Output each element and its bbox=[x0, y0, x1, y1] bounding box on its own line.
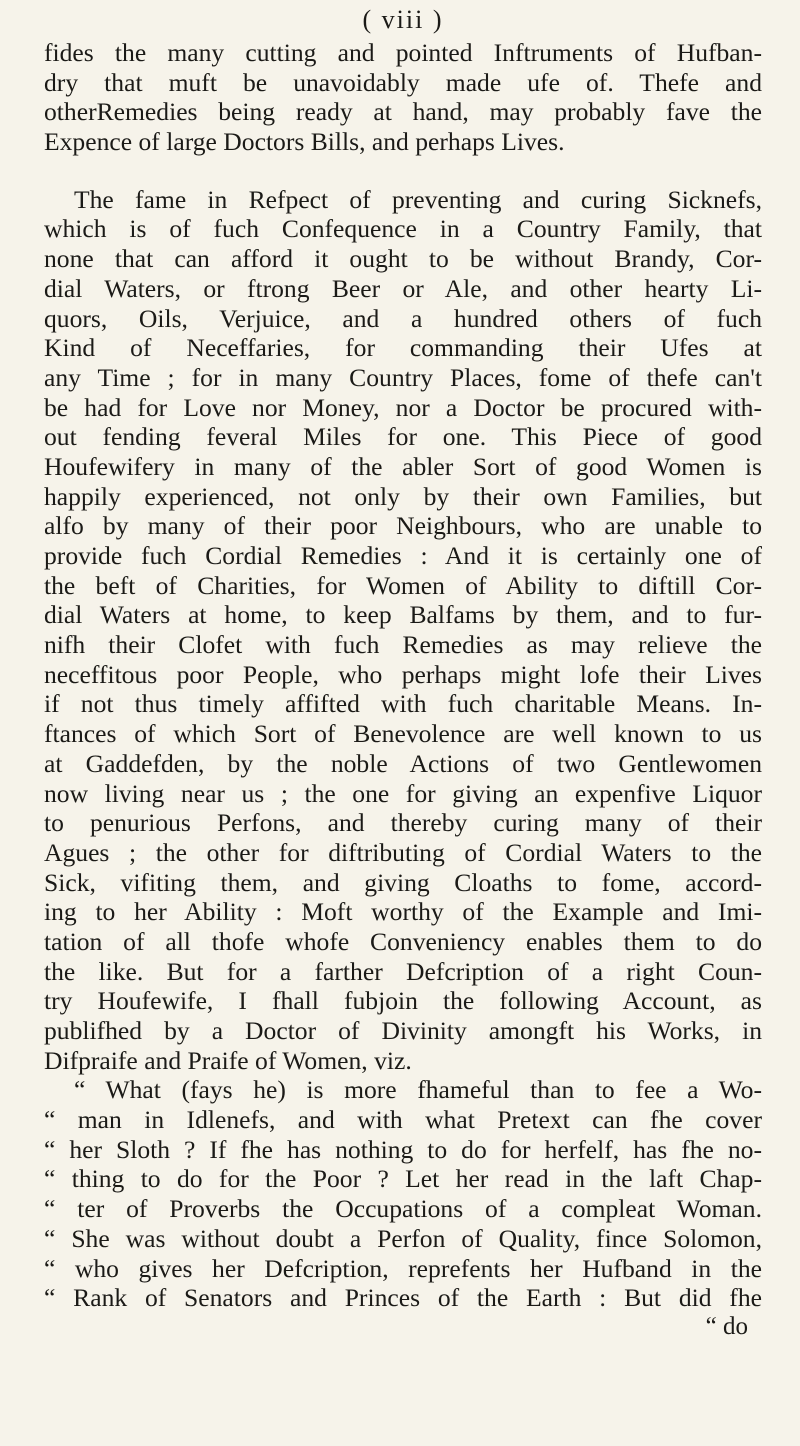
text-line: none that can afford it ought to be without Brandy, Cor- bbox=[44, 244, 762, 274]
text-line: dry that muft be unavoidably made ufe of. Thefe and bbox=[44, 67, 762, 97]
text-line: now living near us ; the one for giving an expenfive Liquor bbox=[44, 778, 762, 808]
body-text bbox=[44, 38, 762, 1341]
text-line: Houfewifery in many of the abler Sort of good Women is bbox=[44, 451, 762, 481]
paragraph-gap bbox=[44, 157, 762, 185]
text-line: the like. But for a farther Defcription of a right Coun- bbox=[44, 956, 762, 986]
quote-line: “ her Sloth ? If fhe has nothing to do for herfelf, has fhe no- bbox=[44, 1134, 762, 1164]
text-line: publifhed by a Doctor of Divinity amongft his Works, in bbox=[44, 1016, 762, 1045]
text-line: ftances of which Sort of Benevolence are well known to us bbox=[44, 719, 762, 749]
catchword: “ do bbox=[705, 1312, 748, 1340]
text-line: ing to her Ability : Moft worthy of the Example and Imi- bbox=[44, 897, 762, 927]
quote-line: “ who gives her Defcription, reprefents her Hufband in the bbox=[44, 1253, 762, 1283]
text-line: be had for Love nor Money, nor a Doctor be procured with- bbox=[44, 392, 762, 422]
text-line: to penurious Perfons, and thereby curing many of their bbox=[44, 808, 762, 838]
text-line: The fame in Refpect of preventing and curing Sicknefs, bbox=[74, 184, 762, 214]
paragraph bbox=[44, 185, 762, 1076]
text-line: out fending feveral Miles for one. This Piece of good bbox=[44, 422, 762, 452]
text-line: otherRemedies being ready at hand, may probably fave the bbox=[44, 97, 762, 127]
text-line: provide fuch Cordial Remedies : And it is certainly one of bbox=[44, 541, 762, 570]
quotation bbox=[44, 1075, 762, 1313]
text-line: fides the many cutting and pointed Inftruments of Hufban- bbox=[44, 38, 762, 67]
text-line: the beft of Charities, for Women of Ability to diftill Cor- bbox=[44, 570, 762, 600]
text-line: quors, Oils, Verjuice, and a hundred others of fuch bbox=[44, 303, 762, 333]
text-line: dial Waters, or ftrong Beer or Ale, and other hearty Li- bbox=[44, 273, 762, 303]
quote-line: “ She was without doubt a Perfon of Quality, fince Solomon, bbox=[44, 1223, 762, 1253]
text-line: tation of all thofe whofe Conveniency enables them to do bbox=[44, 926, 762, 956]
paragraph bbox=[44, 38, 762, 157]
text-line: Difpraife and Praife of Women, viz. bbox=[44, 1045, 412, 1075]
text-line: nifh their Clofet with fuch Remedies as may relieve the bbox=[44, 630, 762, 660]
quote-line: “ thing to do for the Poor ? Let her read in the laft Chap- bbox=[44, 1164, 762, 1194]
text-line: Expence of large Doctors Bills, and perhaps Lives. bbox=[44, 127, 565, 157]
text-line: try Houfewife, I fhall fubjoin the following Account, as bbox=[44, 986, 762, 1016]
text-line: dial Waters at home, to keep Balfams by them, and to fur- bbox=[44, 600, 762, 630]
text-line: alfo by many of their poor Neighbours, who are unable to bbox=[44, 511, 762, 541]
quote-line: “ ter of Proverbs the Occupations of a compleat Woman. bbox=[44, 1194, 762, 1224]
text-line: Sick, vifiting them, and giving Cloaths to fome, accord- bbox=[44, 867, 762, 897]
quote-line: “ What (fays he) is more fhameful than to fee a Wo- bbox=[74, 1075, 762, 1105]
text-line: if not thus timely affifted with fuch charitable Means. In- bbox=[44, 689, 762, 719]
text-line: any Time ; for in many Country Places, fome of thefe can't bbox=[44, 362, 762, 392]
text-line: Agues ; the other for diftributing of Cordial Waters to the bbox=[44, 837, 762, 867]
text-line: happily experienced, not only by their own Families, but bbox=[44, 481, 762, 511]
page-number-header: ( viii ) bbox=[362, 5, 444, 34]
quote-line: “ man in Idlenefs, and with what Pretext can fhe cover bbox=[44, 1105, 762, 1135]
text-line: at Gaddefden, by the noble Actions of two Gentlewomen bbox=[44, 748, 762, 778]
text-line: which is of fuch Confequence in a Country Family, that bbox=[44, 214, 762, 244]
text-line: neceffitous poor People, who perhaps might lofe their Lives bbox=[44, 659, 762, 689]
quote-line: “ Rank of Senators and Princes of the Earth : But did fhe bbox=[44, 1283, 762, 1313]
text-line: Kind of Neceffaries, for commanding their Ufes at bbox=[44, 333, 762, 363]
